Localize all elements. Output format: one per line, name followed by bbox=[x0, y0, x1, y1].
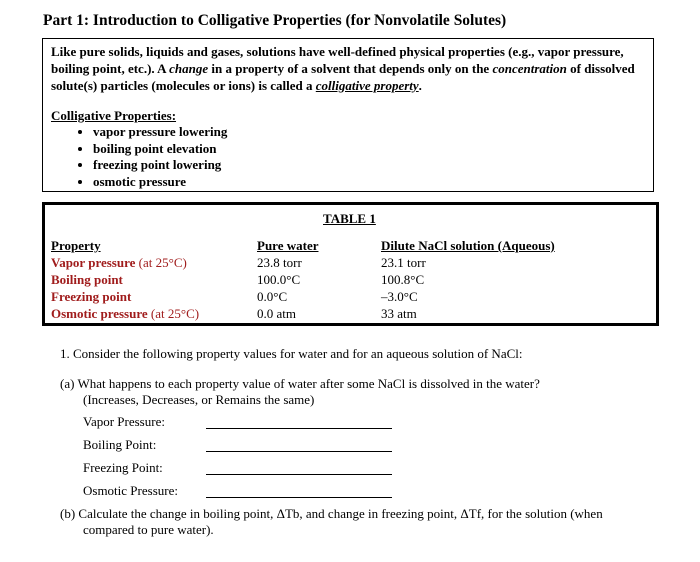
intro-concentration: concentration bbox=[492, 61, 567, 76]
property-header: Property bbox=[51, 238, 101, 253]
question-b bbox=[60, 506, 660, 538]
table-cell: 100.0°C bbox=[257, 272, 301, 287]
answer-line-boiling[interactable] bbox=[206, 451, 392, 452]
table-cell: 100.8°C bbox=[381, 272, 425, 287]
property-column bbox=[51, 237, 199, 322]
list-item: • boiling point elevation bbox=[93, 141, 645, 158]
table-row: Vapor pressure (at 25°C) bbox=[51, 255, 187, 270]
table-row: Osmotic pressure (at 25°C) bbox=[51, 306, 200, 321]
table-cell: 23.1 torr bbox=[381, 255, 426, 270]
table-row: Boiling point bbox=[51, 272, 123, 287]
nacl-column bbox=[381, 237, 555, 322]
question-b-line1: (b) Calculate the change in boiling point, ΔTb, and change in freezing point, ΔTf, for the solution (when bbox=[60, 506, 603, 521]
table-row: Freezing point bbox=[51, 289, 132, 304]
list-item: • freezing point lowering bbox=[93, 157, 645, 174]
table-cell: –3.0°C bbox=[381, 289, 418, 304]
table-cell: 0.0 atm bbox=[257, 306, 296, 321]
question-b-line2: compared to pure water). bbox=[83, 522, 214, 537]
answer-line-freezing[interactable] bbox=[206, 474, 392, 475]
intro-colligative: colligative property bbox=[315, 78, 419, 93]
colligative-list bbox=[51, 124, 645, 190]
table-cell: 23.8 torr bbox=[257, 255, 302, 270]
colligative-heading: Colligative Properties: bbox=[51, 108, 177, 123]
intro-text-3: of dissolved solute(s) particles (molecules or ions) is called a bbox=[51, 61, 635, 93]
answer-label-vapor: Vapor Pressure: bbox=[83, 414, 165, 429]
pure-water-header: Pure water bbox=[257, 238, 319, 253]
intro-paragraph bbox=[51, 43, 645, 94]
page-title: Part 1: Introduction to Colligative Properties (for Nonvolatile Solutes) bbox=[43, 12, 507, 29]
question-1: 1. Consider the following property values for water and for an aqueous solution of NaCl: bbox=[60, 346, 523, 361]
answer-label-osmotic: Osmotic Pressure: bbox=[83, 483, 178, 498]
answer-label-freezing: Freezing Point: bbox=[83, 460, 163, 475]
answer-label-boiling: Boiling Point: bbox=[83, 437, 157, 452]
list-item: • osmotic pressure bbox=[93, 174, 645, 191]
intro-change: change bbox=[169, 61, 209, 76]
intro-text-2: in a property of a solvent that depends only on the bbox=[208, 61, 493, 76]
table-cell: 0.0°C bbox=[257, 289, 288, 304]
pure-water-column bbox=[257, 237, 318, 322]
intro-text-4: . bbox=[418, 78, 422, 93]
question-a bbox=[60, 376, 660, 408]
table-title: TABLE 1 bbox=[323, 211, 376, 226]
intro-box bbox=[42, 38, 654, 192]
answer-line-vapor[interactable] bbox=[206, 428, 392, 429]
table-cell: 33 atm bbox=[381, 306, 417, 321]
list-item: • vapor pressure lowering bbox=[93, 124, 645, 141]
table-1 bbox=[42, 202, 659, 326]
intro-text-1: Like pure solids, liquids and gases, solutions have well-defined physical properties (e.g., vapor pressure, boiling point, etc.). A bbox=[51, 44, 624, 76]
question-a-line1: (a) What happens to each property value of water after some NaCl is dissolved in the water? bbox=[60, 376, 540, 391]
nacl-header: Dilute NaCl solution (Aqueous) bbox=[381, 238, 555, 253]
question-a-line2: (Increases, Decreases, or Remains the same) bbox=[83, 392, 315, 407]
answer-line-osmotic[interactable] bbox=[206, 497, 392, 498]
